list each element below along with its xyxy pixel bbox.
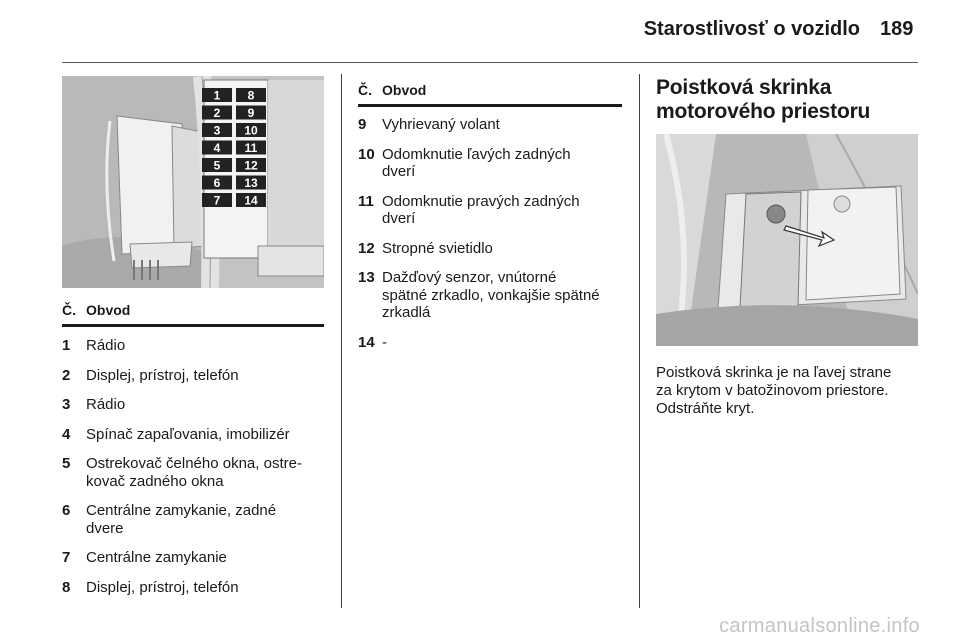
table-row (358, 269, 622, 322)
right-column (656, 76, 918, 418)
circuit-description: Centrálne zamykanie, zadné dvere (86, 502, 277, 537)
fuse-number: 12 (358, 239, 375, 257)
fuse-table-header-continued (358, 76, 622, 107)
column-circuit-header: Obvod (382, 82, 427, 98)
left-column (62, 76, 324, 608)
fuse-label: 2 (213, 106, 221, 120)
column-circuit-header: Obvod (86, 302, 131, 318)
watermark-text: carmanualsonline.info (719, 615, 920, 637)
table-row (62, 579, 324, 597)
section-heading (656, 76, 918, 124)
fuse-number: 3 (62, 396, 71, 413)
table-row (62, 426, 324, 444)
fuse-label: 14 (244, 193, 258, 208)
table-row (358, 193, 622, 228)
table-row (358, 334, 622, 352)
fuse-number: 8 (62, 578, 71, 596)
circuit-description: Odomknutie pravých zadných dverí (382, 192, 580, 227)
fuse-number: 14 (358, 333, 375, 351)
fuse-number: 9 (358, 116, 367, 133)
circuit-description: Rádio (86, 337, 126, 354)
fuse-table-rows-middle (358, 116, 622, 351)
fuse-label: 8 (247, 88, 255, 103)
fuse-label: 3 (213, 123, 221, 138)
circuit-description: Vyhrievaný volant (382, 116, 500, 133)
cargo-compartment-illustration (656, 134, 918, 346)
circuit-description: Stropné svietidlo (382, 239, 493, 257)
table-row (62, 455, 324, 490)
column-divider-left (341, 74, 342, 608)
middle-column (358, 76, 622, 363)
page-number: 189 (880, 18, 914, 40)
table-row (62, 549, 324, 567)
fuse-label: 7 (213, 193, 221, 208)
fuse-label: 10 (244, 123, 258, 138)
fuse-label: 9 (247, 106, 255, 120)
fuse-table-header (62, 302, 324, 327)
section-heading-text: Poistková skrinka motorového priestoru (656, 76, 871, 123)
circuit-description: - (382, 333, 387, 351)
table-row (62, 367, 324, 385)
fuse-number: 7 (62, 549, 71, 566)
fuse-number: 2 (62, 366, 71, 384)
circuit-description: Ostrekovač čelného okna, ostre- kovač zadného okna (86, 455, 302, 490)
table-row (358, 240, 622, 258)
fuse-number: 5 (62, 455, 71, 472)
table-row (62, 396, 324, 414)
fuse-label: 6 (213, 176, 221, 190)
circuit-description: Displej, prístroj, telefón (86, 578, 239, 596)
fuse-table-rows-left (62, 337, 324, 596)
fuse-label: 12 (244, 158, 258, 173)
fuse-label: 11 (244, 141, 258, 155)
fuse-label: 5 (213, 158, 221, 173)
circuit-description: Odomknutie ľavých zadných dverí (382, 145, 571, 180)
fuse-number: 13 (358, 269, 375, 286)
header-rule (62, 62, 918, 63)
fuse-number: 1 (62, 337, 71, 354)
fusebox-figure (62, 76, 324, 288)
section-body (656, 364, 918, 418)
column-number-header: Č. (358, 82, 372, 98)
fuse-number: 11 (358, 192, 374, 210)
table-row (62, 337, 324, 355)
running-header-title: Starostlivosť o vozidlo (643, 18, 860, 40)
table-row (358, 116, 622, 134)
table-row (62, 502, 324, 537)
fuse-number: 6 (62, 502, 71, 519)
circuit-description: Centrálne zamykanie (86, 549, 227, 566)
cargo-fusebox-figure (656, 134, 918, 346)
fuse-label: 4 (213, 141, 221, 155)
section-body-text: Poistková skrinka je na ľavej strane za krytom v batožinovom priestore. Odstráňte kryt. (656, 364, 892, 417)
column-number-header: Č. (62, 302, 76, 318)
fuse-number: 10 (358, 145, 375, 163)
table-row (358, 146, 622, 181)
column-divider-right (639, 74, 640, 608)
fusebox-illustration (62, 76, 324, 288)
circuit-description: Displej, prístroj, telefón (86, 366, 239, 384)
fuse-label: 13 (244, 176, 258, 190)
fuse-number: 4 (62, 425, 71, 443)
circuit-description: Spínač zapaľovania, imobilizér (86, 425, 290, 443)
circuit-description: Dažďový senzor, vnútorné spätné zrkadlo, vonkajšie spätné zrkadlá (382, 269, 600, 321)
circuit-description: Rádio (86, 396, 126, 413)
fuse-label: 1 (213, 88, 221, 103)
